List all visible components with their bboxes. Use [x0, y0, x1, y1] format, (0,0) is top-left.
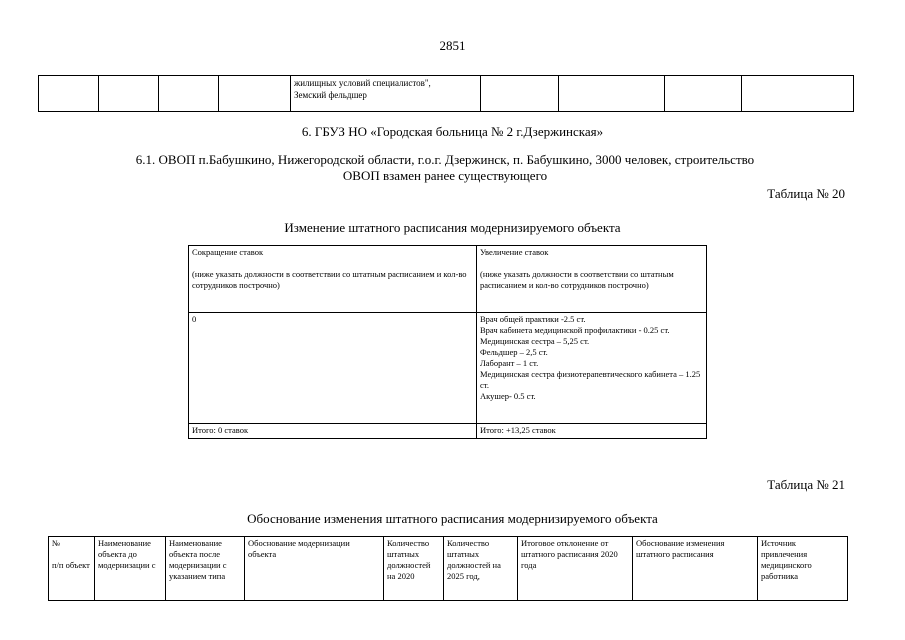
increase-item: Врач кабинета медицинской профилактики - 0.25 ст. — [480, 325, 670, 335]
subsection-heading — [70, 152, 820, 184]
table-cell — [665, 76, 742, 112]
increase-item: Медицинская сестра физиотерапевтического кабинета – 1.25 ст. — [480, 369, 701, 390]
subsection-line: ОВОП взамен ранее существующего — [342, 168, 548, 183]
header-cell-increase — [477, 246, 707, 313]
column-header: Обоснование изменения штатного расписания — [633, 537, 758, 601]
staffing-justification-table — [48, 536, 848, 601]
total-reduction: Итого: 0 ставок — [189, 424, 477, 439]
table-cell — [159, 76, 219, 112]
header-note: (ниже указать должности в соответствии со штатным расписанием и кол-во сотрудников построчно) — [192, 269, 467, 290]
section-heading: 6. ГБУЗ НО «Городская больница № 2 г.Дзержинская» — [301, 124, 604, 139]
table-cell — [291, 76, 481, 112]
column-header: Источник привлечения медицинского работника — [758, 537, 848, 601]
table-21-label: Таблица № 21 — [767, 477, 845, 492]
table-20-title: Изменение штатного расписания модернизируемого объекта — [284, 220, 621, 235]
column-header: Обоснование модернизации объекта — [245, 537, 384, 601]
table-cell — [39, 76, 99, 112]
header-title: Сокращение ставок — [192, 247, 264, 257]
column-header: № п/п объект — [49, 537, 95, 601]
increase-item: Фельдшер – 2,5 ст. — [480, 347, 548, 357]
continuation-table — [38, 75, 854, 112]
table-20-label: Таблица № 20 — [767, 186, 845, 201]
table-cell — [559, 76, 665, 112]
staffing-change-table — [188, 245, 707, 439]
column-header: Количество штатных должностей на 2025 год, — [444, 537, 518, 601]
page-number: 2851 — [439, 38, 466, 53]
column-header: Наименование объекта до модернизации с — [95, 537, 166, 601]
increase-item: Медицинская сестра – 5,25 ст. — [480, 336, 590, 346]
increase-cell — [477, 313, 707, 424]
header-note: (ниже указать должности в соответствии со штатным расписанием и кол-во сотрудников построчно) — [480, 269, 674, 290]
continuation-text-line: Земский фельдшер — [294, 90, 367, 100]
table-cell — [99, 76, 159, 112]
header-cell-reduction — [189, 246, 477, 313]
reduction-cell: 0 — [189, 313, 477, 424]
increase-item: Лаборант – 1 ст. — [480, 358, 539, 368]
increase-item: Акушер- 0.5 ст. — [480, 391, 536, 401]
continuation-text-line: жилищных условий специалистов", — [294, 78, 431, 88]
table-21-title: Обоснование изменения штатного расписания модернизируемого объекта — [247, 511, 658, 526]
column-header: Количество штатных должностей на 2020 — [384, 537, 444, 601]
header-title: Увеличение ставок — [480, 247, 549, 257]
total-increase: Итого: +13,25 ставок — [477, 424, 707, 439]
table-cell — [481, 76, 559, 112]
table-cell — [742, 76, 854, 112]
column-header: Наименование объекта после модернизации с указанием типа — [166, 537, 245, 601]
table-cell — [219, 76, 291, 112]
increase-item: Врач общей практики -2.5 ст. — [480, 314, 586, 324]
column-header: Итоговое отклонение от штатного расписания 2020 года — [518, 537, 633, 601]
subsection-line: 6.1. ОВОП п.Бабушкино, Нижегородской области, г.о.г. Дзержинск, п. Бабушкино, 3000 человек, строительство — [135, 152, 755, 167]
